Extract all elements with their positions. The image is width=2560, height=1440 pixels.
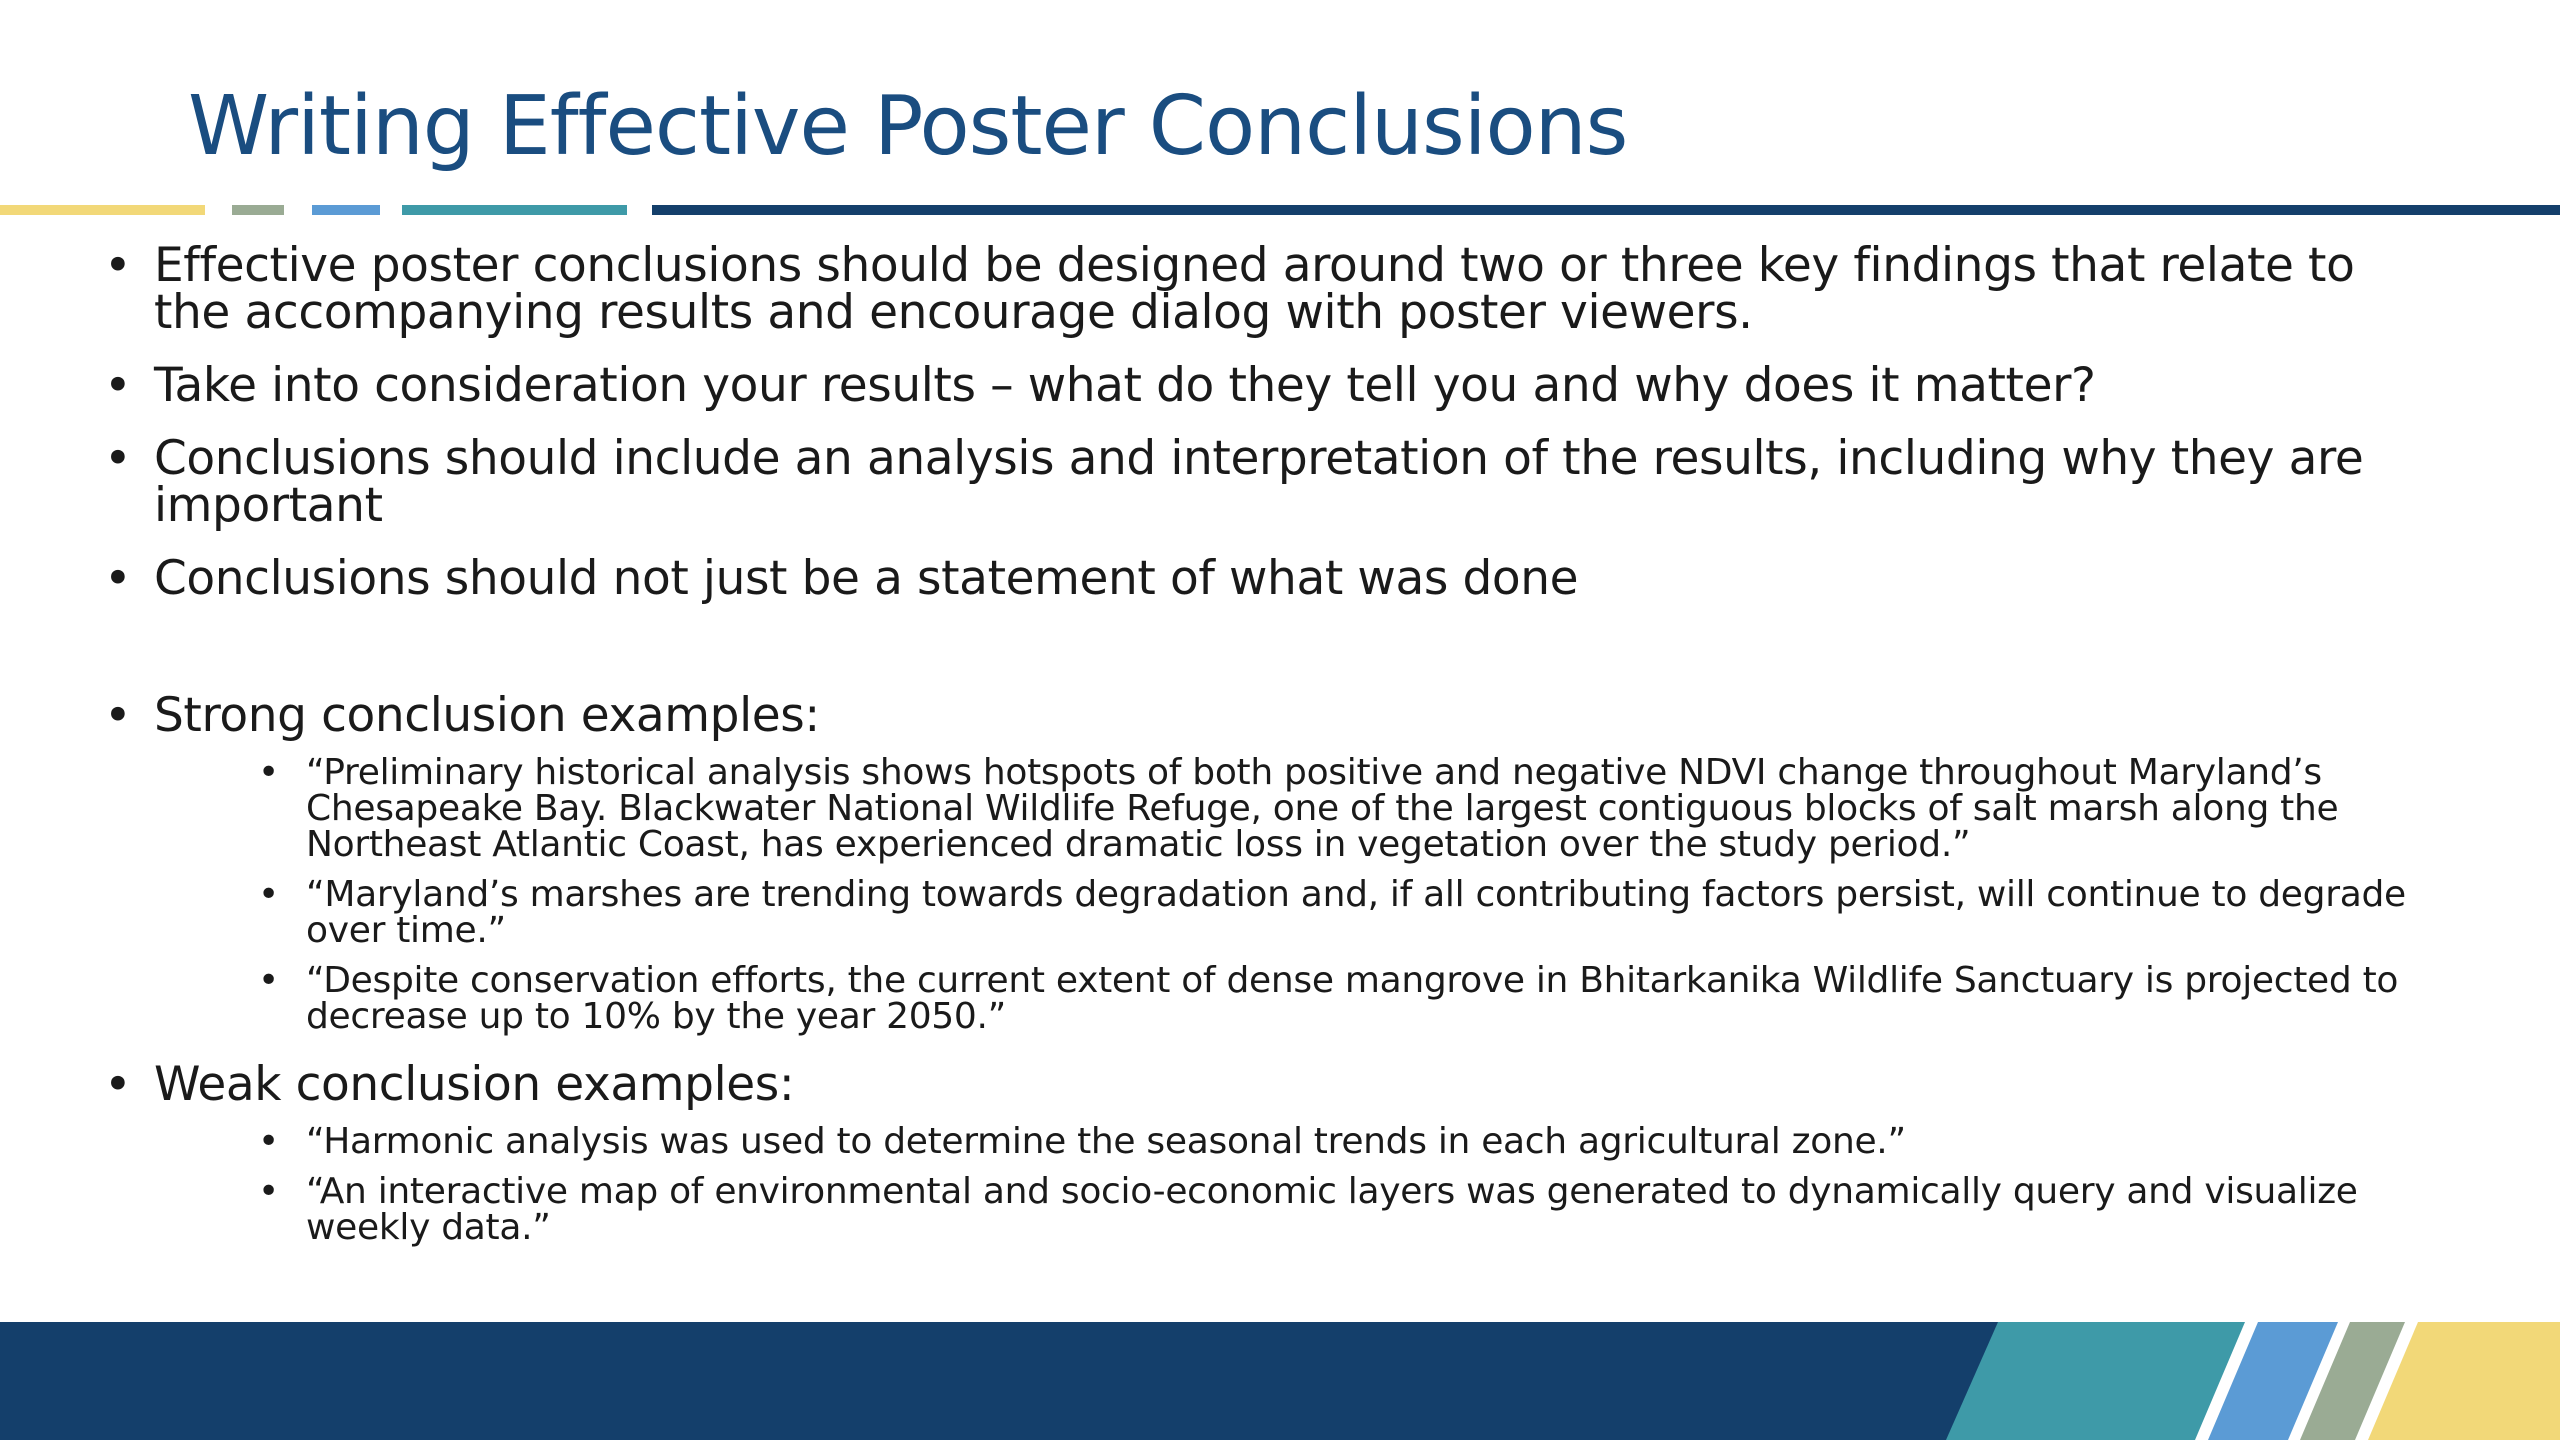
example-line: decrease up to 10% by the year 2050.” [306, 996, 1007, 1037]
example-line: • “Preliminary historical analysis shows hotspots of both positive and negative NDVI change throughout Maryland’s [306, 752, 2322, 793]
title-rule-sage [232, 205, 284, 215]
slide-content [96, 238, 2426, 1272]
bullet-line: • Take into consideration your results – what do they tell you and why does it matter? [154, 358, 2096, 413]
bullet-line: • Weak conclusion examples: [154, 1057, 795, 1112]
bullet-line: important [154, 478, 383, 533]
slide-title: Writing Effective Poster Conclusions [188, 79, 1628, 174]
footer-teal-stripe [1946, 1322, 2245, 1440]
strong-examples-list [96, 752, 2426, 1037]
title-rule-teal [402, 205, 627, 215]
bullet-line: • Conclusions should include an analysis and interpretation of the results, including why they are [154, 431, 2364, 486]
example-line: weekly data.” [306, 1207, 551, 1248]
strong-examples-heading [96, 688, 2426, 743]
weak-examples-heading [96, 1057, 2426, 1112]
weak-example-item [248, 1121, 2426, 1162]
title-rule-sky [312, 205, 380, 215]
bullet-line: • Strong conclusion examples: [154, 688, 820, 743]
strong-example-item [248, 874, 2426, 951]
bullet-consider-results [96, 358, 2426, 413]
bullet-not-statement [96, 551, 2426, 606]
example-line: • “An interactive map of environmental and socio-economic layers was generated to dynamically query and visualize [306, 1171, 2358, 1212]
example-line: • “Despite conservation efforts, the current extent of dense mangrove in Bhitarkanika Wildlife Sanctuary is projected to [306, 960, 2399, 1001]
bullet-line: • Effective poster conclusions should be designed around two or three key findings that relate to [154, 238, 2355, 293]
bullet-key-findings [96, 238, 2426, 340]
footer-band [0, 1322, 2560, 1440]
footer-navy-block [0, 1322, 1998, 1440]
strong-example-item [248, 752, 2426, 865]
example-line: Chesapeake Bay. Blackwater National Wildlife Refuge, one of the largest contiguous blocks of salt marsh along the [306, 788, 2339, 829]
bullet-line: • Conclusions should not just be a statement of what was done [154, 551, 1579, 606]
bullet-line: the accompanying results and encourage dialog with poster viewers. [154, 285, 1753, 340]
title-rule-navy [652, 205, 2560, 215]
title-rule-gold [0, 205, 205, 215]
weak-examples-list [96, 1121, 2426, 1248]
strong-example-item [248, 960, 2426, 1037]
weak-example-item [248, 1171, 2426, 1248]
example-line: • “Maryland’s marshes are trending towards degradation and, if all contributing factors persist, will continue to degrade [306, 874, 2406, 915]
example-line: Northeast Atlantic Coast, has experienced dramatic loss in vegetation over the study period.” [306, 824, 1971, 865]
bullet-analysis-interpretation [96, 431, 2426, 533]
example-line: over time.” [306, 910, 506, 951]
example-line: • “Harmonic analysis was used to determine the seasonal trends in each agricultural zone.” [306, 1121, 1906, 1162]
